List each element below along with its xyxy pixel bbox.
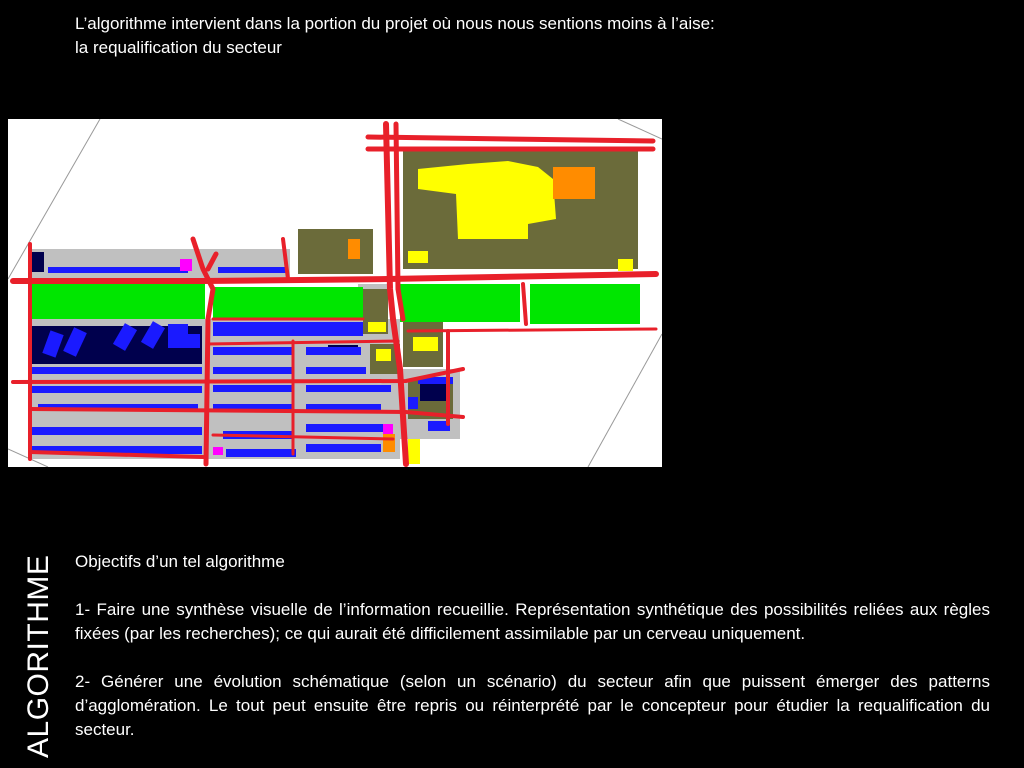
yellow-block bbox=[413, 337, 438, 351]
olive-block bbox=[298, 229, 373, 274]
park-strip bbox=[30, 284, 205, 319]
yellow-block bbox=[368, 322, 386, 332]
objective-point-1: 1- Faire une synthèse visuelle de l’information recueillie. Représentation synthétique des possibilités reliées aux règles fixées (par les recherches); ce qui aurait été difficilement assimilable par un cerveau uniquement. bbox=[75, 600, 990, 643]
objective-point-2: 2- Générer une évolution schématique (selon un scénario) du secteur afin que puissent émerger des patterns d’agglomération. Le tout peut ensuite être repris ou réinterprété par le concepteur pour étudier la requalification du secteur. bbox=[75, 672, 990, 739]
house bbox=[188, 334, 200, 348]
site-plan-svg bbox=[8, 119, 662, 467]
magenta-marker bbox=[180, 259, 192, 271]
yellow-block bbox=[408, 251, 428, 263]
objectives-heading: Objectifs d’un tel algorithme bbox=[75, 552, 285, 571]
orange-block bbox=[348, 239, 360, 259]
header-text bbox=[75, 12, 715, 60]
yellow-block bbox=[408, 439, 420, 464]
header-line-2: la requalification du secteur bbox=[75, 38, 282, 57]
park-strip bbox=[213, 287, 363, 319]
yellow-block bbox=[618, 259, 633, 271]
park-strip bbox=[400, 284, 520, 322]
site-plan-map bbox=[8, 119, 662, 467]
side-title: ALGORITHME bbox=[22, 554, 55, 758]
magenta-marker bbox=[383, 424, 393, 434]
objectives-text bbox=[75, 550, 990, 766]
house bbox=[168, 324, 188, 348]
park-strip bbox=[530, 284, 640, 324]
orange-block bbox=[553, 167, 595, 199]
yellow-block bbox=[376, 349, 391, 361]
orange-block bbox=[383, 434, 395, 452]
navy-block bbox=[32, 252, 44, 272]
magenta-marker bbox=[213, 447, 223, 455]
lot-area bbox=[30, 249, 290, 279]
header-line-1: L’algorithme intervient dans la portion du projet où nous nous sentions moins à l’aise: bbox=[75, 14, 715, 33]
